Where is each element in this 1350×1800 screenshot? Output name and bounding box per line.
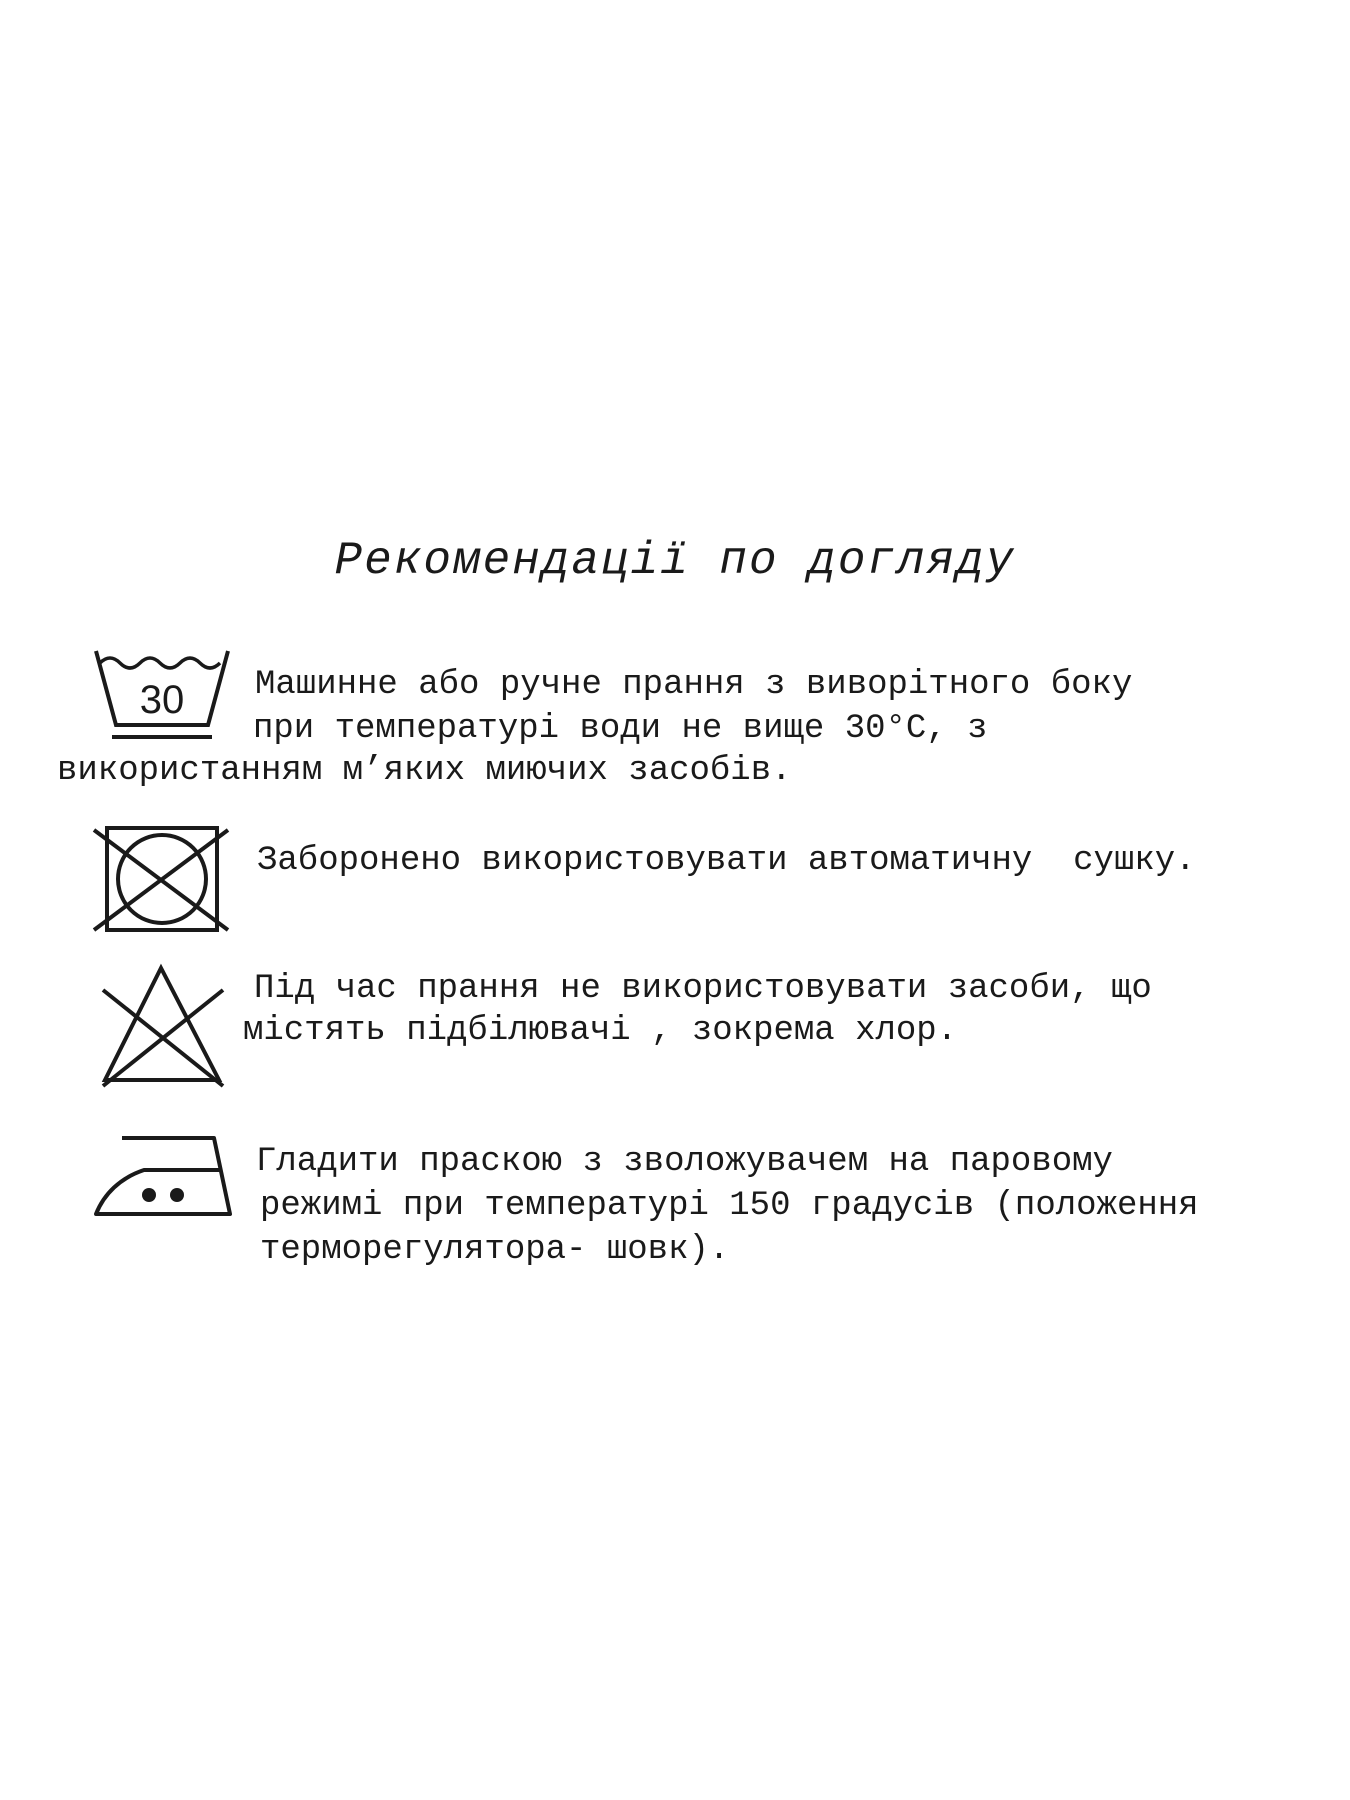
page-title: Рекомендації по догляду	[334, 535, 1016, 587]
no-tumble-dry-icon	[88, 820, 238, 940]
care-text-iron-line-3: терморегулятора- шовк).	[260, 1231, 730, 1269]
iron-two-dots-icon	[92, 1132, 242, 1222]
care-text-wash-line-3: використанням м’яких миючих засобів.	[57, 752, 792, 790]
no-bleach-icon	[95, 962, 235, 1092]
wash-temperature-label: 30	[139, 678, 185, 722]
care-text-dry-line-1: Заборонено використовувати автоматичну сушку.	[257, 842, 1196, 880]
care-text-wash-line-2: при температурі води не вище 30°С, з	[253, 710, 988, 748]
care-text-bleach-line-2: містять підбілювачі , зокрема хлор.	[243, 1012, 958, 1050]
wash-30-icon	[88, 645, 238, 745]
care-text-iron-line-2: режимі при температурі 150 градусів (положення	[260, 1187, 1199, 1225]
care-text-bleach-line-1: Під час прання не використовувати засоби, що	[254, 970, 1152, 1008]
care-text-iron-line-1: Гладити праскою з зволожувачем на паровому	[256, 1143, 1113, 1181]
care-text-wash-line-1: Машинне або ручне прання з виворітного боку	[255, 666, 1133, 704]
